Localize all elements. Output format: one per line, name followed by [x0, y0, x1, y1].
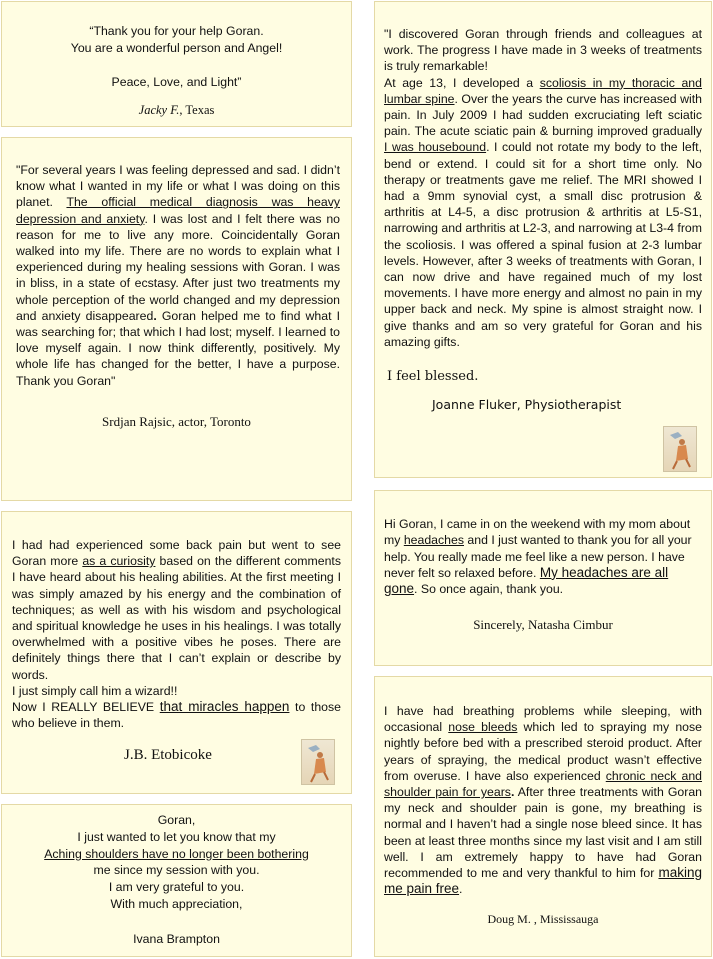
highlight-phrase: that miracles happen	[159, 699, 290, 715]
highlight-phrase: I was housebound	[384, 140, 487, 155]
testimonial-signature: Ivana Brampton	[133, 931, 220, 946]
testimonial-signature: J.B. Etobicoke	[124, 747, 212, 764]
testimonial-signature: Srdjan Rajsic, actor, Toronto	[102, 413, 251, 429]
testimonial-signature: Joanne Fluker, Physiotherapist	[432, 397, 622, 413]
testimonial-text: I had had experienced some back pain but went to see Goran more as a curiosity based on the different comments I have heard about his healing abilities. At the first meeting I was simply amazed by his energy and the combination of techniques; as well as with his wisdom and psychological and spiritual knowledge he uses in his healings. I was totally overwhelmed with a positive vibes he poses. There are definitely things there that I can’t explain or describe by words. I just simply call him a wizard!! Now I REALLY BELIEVE that miracles happen to those who believe in them.	[12, 538, 341, 731]
highlight-phrase: chronic neck and shoulder pain for years	[384, 768, 702, 800]
testimonial-text: Goran, I just wanted to let you know that my Aching shoulders have no longer been bothering me since my session with you. I am very grateful to you. With much appreciation,	[44, 813, 309, 911]
testimonial-text: Hi Goran, I came in on the weekend with my mom about my headaches and I just wanted to thank you for all your help. You really made me feel like a new person. I have never felt so relaxed before. My headaches are all gone. So once again, thank you.	[384, 517, 692, 597]
testimonial-card-joanne	[374, 1, 712, 478]
testimonial-card-srdjan	[1, 137, 352, 501]
highlight-phrase: making me pain free	[384, 865, 702, 897]
highlight-phrase: nose bleeds	[448, 720, 518, 735]
testimonial-card-jacky	[1, 1, 352, 127]
highlight-phrase: Aching shoulders have no longer been bothering	[44, 846, 309, 861]
highlight-phrase: The official medical diagnosis was heavy depression and anxiety	[16, 195, 340, 226]
testimonial-card-natasha	[374, 490, 712, 666]
testimonial-text: I have had breathing problems while sleeping, with occasional nose bleeds which led to spraying my nose nightly before bed with a prescribed steroid product. After years of spraying, the medical product wasn’t effective from overuse. I have also experienced chronic neck and shoulder pain for years. After three treatments with Goran my neck and shoulder pain is gone, my breathing is normal and I haven’t had a single nose bleed since. It has been at least three months since my last visit and I am still well. I am extremely happy to have had Goran recommended to me and very thankful to him for making me pain free.	[384, 704, 702, 897]
testimonial-signature: Jacky F., Texas	[138, 103, 215, 117]
highlight-phrase: headaches	[403, 533, 464, 548]
angel-figure-icon	[301, 739, 335, 785]
testimonial-text: “Thank you for your help Goran. You are a wonderful person and Angel! Peace, Love, and Light”	[70, 24, 283, 89]
testimonial-card-jb	[1, 511, 352, 794]
testimonial-text: "I discovered Goran through friends and colleagues at work. The progress I have made in 3 weeks of treatments is truly remarkable! At age 13, I developed a scoliosis in my thoracic and lumbar spine. Over the years the curve has increased with pain. In July 2009 I had sudden excruciating left sciatic pain. The acute sciatic pain & burning improved gradually I was housebound. I could not rotate my body to the left, bend or extend. I could sit for a short time only. No therapy or treatments gave me relief. The MRI showed I had a 9mm synovial cyst, a small disc protrusion & arthritis at L4-5, a disc protrusion & arthritis at L5-S1, narrowing and arthritis at L2-3, and narrowing at L3-4 from the scoliosis. I was offered a spinal fusion at 2-3 lumbar levels. However, after 3 weeks of treatments with Goran, I can now drive and have regained much of my lost movements. I have more energy and almost no pain in my upper back and neck. My spine is almost straight now. I give thanks and am so very grateful for Goran and his amazing gifts.	[384, 27, 702, 349]
highlight-phrase: scoliosis in my thoracic and lumbar spine	[384, 75, 702, 106]
testimonial-signature: Doug M. , Mississauga	[487, 912, 599, 927]
testimonial-signature: Sincerely, Natasha Cimbur	[473, 617, 613, 633]
testimonial-card-ivana	[1, 804, 352, 957]
testimonial-text: "For several years I was feeling depressed and sad. I didn’t know what I wanted in my life or what I was doing on this planet. The official medical diagnosis was heavy depression and anxiety. I was lost and I felt there was no reason for me to live any more. Coincidentally Goran walked into my life. There are no words to explain what I experienced during my healing sessions with Goran. I was in bliss, in a state of ecstasy. After just two treatments my whole perception of the world changed and my depression and anxiety disappeared. Goran helped me to find what I was searching for; that which I had lost; myself. I learned to love myself again. I now think differently, positively. My whole life has changed for the better, I have a purpose. Thank you Goran"	[16, 163, 341, 388]
highlight-phrase: My headaches are all gone	[384, 564, 669, 597]
testimonial-card-doug	[374, 676, 712, 957]
angel-figure-icon	[663, 426, 697, 472]
testimonial-closing: I feel blessed.	[387, 369, 479, 385]
highlight-phrase: as a curiosity	[82, 554, 156, 569]
